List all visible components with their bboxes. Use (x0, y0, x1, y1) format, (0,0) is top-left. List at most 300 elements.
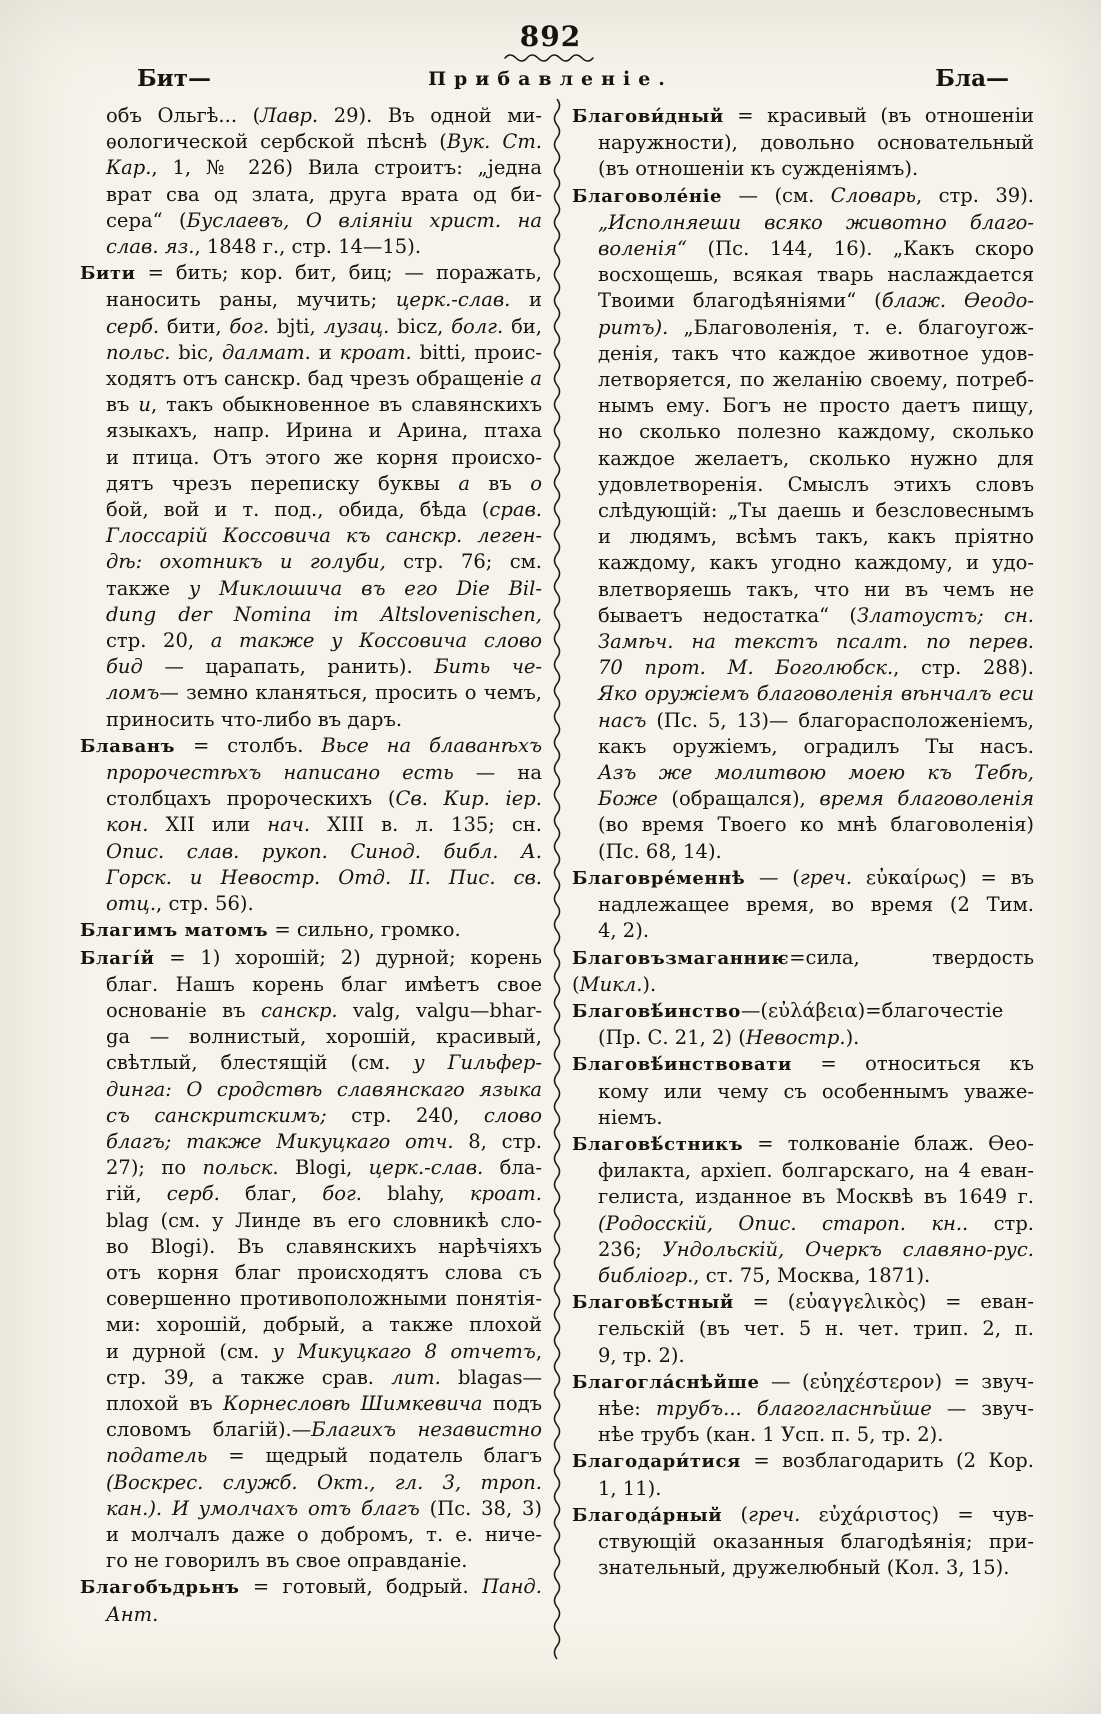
text-line (80, 1417, 542, 1443)
text-line (80, 1129, 542, 1155)
text-segment: = сильно, громко. (268, 918, 461, 942)
text-segment: = (εὐαγγελικὸς) = еван- (733, 1290, 1034, 1314)
text-segment: — звуч- (931, 1396, 1034, 1420)
text-line (80, 1208, 542, 1234)
text-segment: и дурной (см. (106, 1339, 273, 1363)
text-segment: и людямъ, всѣмъ такъ, какъ пріятно (598, 525, 1034, 549)
text-segment: ходятъ отъ санскр. бад чрезъ обращеніе (106, 367, 531, 391)
text-segment: Бить че- (434, 655, 542, 679)
headword: Благовѣ́стникъ (572, 1133, 744, 1155)
text-line (80, 1181, 542, 1207)
text-segment: лузац. (323, 314, 390, 338)
text-segment: — (εὐηχέστερον) = звуч- (759, 1369, 1034, 1393)
text-segment: Яко оружіемъ благоволенія вѣнчалъ еси (598, 682, 1034, 706)
text-segment: = толкованіе блаж. Ѳео- (743, 1131, 1034, 1155)
text-line (80, 445, 542, 471)
text-line (80, 155, 542, 181)
headword: Бити (80, 263, 136, 285)
headword: Благі́й (80, 947, 155, 969)
text-segment: 1, 11). (598, 1476, 662, 1500)
text-segment: санскр. (260, 998, 338, 1022)
text-segment: нѣе трубъ (кан. 1 Усп. п. 5, тр. 2). (598, 1423, 944, 1447)
text-segment: библіогр. (598, 1263, 694, 1287)
headword: Блаванъ (80, 735, 176, 757)
text-segment: серб. (166, 1182, 220, 1206)
text-segment: blagas— (440, 1365, 542, 1389)
text-segment: а также у Коссовича слово (210, 629, 542, 653)
page-number-underline (503, 53, 599, 63)
text-segment: летворяется, по желанію своему, потреб- (598, 368, 1034, 392)
text-segment: bic, (170, 340, 222, 364)
headword: Благовре́меннѣ (572, 867, 746, 889)
text-segment: совершенно противоположными понятія- (106, 1287, 542, 1311)
text-segment: 9, тр. 2). (598, 1343, 685, 1367)
text-segment: 4, 2). (598, 919, 650, 943)
running-head-left-guide: Бит— (137, 65, 211, 92)
text-segment: бог. (322, 1182, 362, 1206)
text-segment: у Миклошича въ его (188, 576, 438, 600)
text-segment: трубъ... благогласнѣйше (655, 1396, 932, 1420)
headword: Благода́рный (572, 1504, 723, 1526)
text-segment: слѣдующій: „Ты даешь и безсловеснымъ (598, 499, 1034, 523)
text-segment: пророчестѣхъ написано есть (106, 761, 454, 785)
text-line (572, 839, 1034, 865)
text-segment: церк.-слав. (368, 1156, 484, 1180)
text-segment: 70 прот. М. Боголюбск. (598, 656, 894, 680)
text-line (572, 812, 1034, 838)
text-line (80, 1522, 542, 1548)
text-segment: εὐκαίρως) = въ (852, 865, 1034, 889)
text-line (80, 418, 542, 444)
text-segment: насъ (598, 708, 647, 732)
text-segment: , стр. 288). (893, 656, 1034, 680)
running-head-center-title: Прибавленіе. (428, 68, 673, 90)
text-line (572, 1422, 1034, 1448)
column-divider-path (555, 99, 560, 1659)
text-segment: польс. (106, 340, 171, 364)
two-column-text-block (0, 103, 1101, 1628)
text-line (572, 288, 1034, 314)
text-segment: , 1848 г., стр. 14—15). (194, 235, 422, 259)
text-segment: , такъ обыкновенное въ славянскихъ (150, 393, 542, 417)
text-line (572, 210, 1034, 236)
text-segment: XIII в. л. 135; сн. (310, 813, 542, 837)
text-segment: , ст. 75, Москва, 1871). (693, 1263, 931, 1287)
right-column (572, 103, 1034, 1628)
text-segment: плохой въ (106, 1391, 223, 1415)
headword: Благовъзмаганниѥ (572, 947, 790, 969)
text-line (572, 918, 1034, 944)
page-number: 892 (519, 20, 582, 53)
text-segment: словомъ благій).— (106, 1418, 312, 1442)
headword: Благовѣ́инствовати (572, 1054, 792, 1076)
text-line (572, 1343, 1034, 1369)
text-line (80, 602, 542, 628)
text-segment: Златоустъ; сн. (857, 603, 1034, 627)
text-line (80, 1470, 542, 1496)
text-line (80, 1077, 542, 1103)
text-line (572, 1237, 1034, 1263)
headword: Благови́дный (572, 106, 724, 127)
text-segment: влетворяешь такъ, что ни въ чемъ не (598, 577, 1034, 601)
text-segment: а (530, 367, 542, 391)
text-segment: кан.). (106, 1496, 163, 1520)
text-line (572, 577, 1034, 603)
text-line (80, 549, 542, 575)
text-segment: благ. Нашъ корень благ имѣетъ свое (106, 972, 542, 996)
text-segment: Лавр. (260, 104, 319, 127)
text-segment: 29). Въ одной ми- (318, 104, 543, 127)
text-segment: стр. (968, 1211, 1034, 1235)
text-line (572, 446, 1034, 472)
text-segment: — на (453, 761, 542, 785)
text-line (80, 392, 542, 418)
entry-first-line (572, 1502, 1034, 1529)
text-line (572, 472, 1034, 498)
text-line (572, 708, 1034, 734)
text-segment: воленія“ (598, 237, 688, 261)
text-line (572, 1263, 1034, 1289)
text-line (80, 1391, 542, 1417)
text-segment: (Родосскій, Опис. староп. кн.. (598, 1211, 969, 1235)
text-segment: а (458, 471, 470, 495)
text-segment: столбцахъ пророческихъ ( (106, 787, 396, 811)
text-segment: съ санскритскимъ; (106, 1103, 327, 1127)
text-segment: (Пс. 144, 16). „Какъ скоро (687, 237, 1034, 261)
text-segment: ). (642, 972, 657, 996)
text-segment: Буслаевъ, О вліяніи христ. на (186, 208, 542, 232)
text-segment: Твоими благодѣяніями“ ( (598, 289, 882, 313)
text-segment: филакта, архіеп. болгарскаго, на 4 еван- (598, 1159, 1034, 1183)
text-segment: би, (503, 314, 543, 338)
text-segment: нач. (267, 813, 311, 837)
text-line (80, 1103, 542, 1129)
text-segment: Панд. (481, 1575, 542, 1599)
text-segment: = красивый (въ отношеніи (723, 104, 1034, 127)
text-segment: (во время Твоего ко мнѣ благоволенія) (598, 813, 1034, 837)
text-segment: но сколько полезно каждому, сколько (598, 420, 1034, 444)
text-segment: нымъ ему. Богъ не просто даетъ пищу, (598, 394, 1034, 418)
headword: Благовѣ́инство (572, 1000, 741, 1022)
text-line (80, 497, 542, 523)
text-segment: у Микуцкаго 8 отчетъ (272, 1339, 536, 1363)
text-line (80, 234, 542, 260)
text-line (572, 156, 1034, 182)
text-line (80, 1339, 542, 1365)
text-segment: Опис. слав. рукоп. Синод. библ. А. (106, 839, 542, 863)
text-line (80, 1312, 542, 1338)
entry-first-line (572, 1051, 1034, 1078)
text-segment: (въ отношеніи къ сужденіямъ). (598, 157, 919, 181)
text-line (572, 341, 1034, 367)
text-segment: врат сва од злата, друга врата од би- (106, 182, 542, 206)
text-segment: ). (845, 1026, 860, 1050)
text-segment: — земно кланяться, просить о чемъ, (159, 681, 542, 705)
text-segment (162, 1497, 172, 1520)
text-line (80, 865, 542, 891)
text-segment: наносить раны, мучить; (106, 288, 396, 312)
entry-first-line (80, 917, 542, 944)
text-segment: Азъ же молитвою моею къ Тебѣ, (598, 761, 1034, 785)
text-segment: кроат. (469, 1182, 542, 1206)
text-segment: и птица. Отъ этого же корня происхо- (106, 445, 542, 469)
text-segment: время благоволенія (819, 787, 1034, 811)
text-segment: далмат. (221, 340, 311, 364)
text-line (80, 1260, 542, 1286)
text-line (80, 1548, 542, 1574)
text-line (80, 314, 542, 340)
text-line (80, 129, 542, 155)
text-line (80, 628, 542, 654)
running-head (0, 65, 1101, 97)
text-segment: о (530, 471, 542, 495)
text-segment: ga — волнистый, хорошій, красивый, (106, 1025, 542, 1049)
text-segment: бываетъ недостатка“ ( (598, 603, 858, 627)
text-segment: динга: О сродствѣ славянскаго языка (106, 1077, 542, 1101)
text-segment: = 1) хорошій; 2) дурной; корень (154, 945, 542, 969)
text-segment: отъ корня благ происходятъ слова съ (106, 1260, 542, 1284)
text-segment: удовлетворенія. Смыслъ этихъ словъ (598, 472, 1034, 496)
text-segment: =сила, твердость ( (572, 945, 1034, 996)
text-segment: Ундольскій, Очеркъ славяно-рус. (662, 1237, 1034, 1261)
text-line (572, 1316, 1034, 1342)
entry-first-line (572, 945, 1034, 998)
text-segment: Благихъ независтно (311, 1418, 542, 1442)
entry-first-line (572, 183, 1034, 210)
text-segment: 27); по (106, 1156, 203, 1180)
text-segment: основаніе въ (106, 998, 261, 1022)
column-divider (551, 99, 563, 1665)
text-line (80, 812, 542, 838)
text-segment: (Пс. 5, 13)— благорасположеніемъ, (646, 708, 1034, 732)
text-line (572, 1105, 1034, 1131)
text-segment: бид (106, 655, 143, 679)
text-line (80, 680, 542, 706)
text-segment: Боже (598, 787, 658, 811)
text-segment: = готовый, бодрый. (239, 1575, 482, 1599)
text-line (572, 367, 1034, 393)
text-segment: — (см. (722, 183, 831, 207)
text-line (80, 1286, 542, 1312)
text-line (572, 603, 1034, 629)
text-segment: блаж. Ѳеодо- (881, 289, 1034, 313)
text-line (80, 839, 542, 865)
text-line (572, 629, 1034, 655)
text-segment: кому или чему съ особеннымъ уваже- (598, 1079, 1034, 1103)
text-segment: = столбъ. (175, 733, 322, 757)
text-line (572, 1529, 1034, 1555)
headword: Благобъдрьнъ (80, 1577, 240, 1599)
text-line (80, 576, 542, 602)
text-line (572, 236, 1034, 262)
text-segment: Die Bil- (456, 576, 542, 600)
text-line (80, 1024, 542, 1050)
text-segment: слово (483, 1103, 542, 1127)
text-line (80, 1365, 542, 1391)
text-segment: (обращался), (657, 787, 820, 811)
text-segment: наружности), довольно основательный (598, 131, 1034, 155)
text-segment: бой, вой и т. под., обида, бѣда ( (106, 498, 490, 522)
text-segment: dung der Nomina im Altslovenischen, (106, 602, 542, 626)
text-segment: податель (106, 1444, 208, 1468)
text-segment: серб. (106, 314, 160, 338)
text-segment: лит. (391, 1365, 441, 1389)
text-line (80, 1050, 542, 1076)
entry-first-line (572, 1131, 1034, 1158)
text-segment: бити, (159, 314, 230, 338)
text-line (572, 1555, 1034, 1581)
text-line (80, 1155, 542, 1181)
text-segment: надлежащее время, во время (2 Тим. (598, 893, 1034, 917)
entry-first-line (572, 865, 1034, 892)
text-segment: бла- (483, 1156, 542, 1180)
headword: Благогла́снѣйше (572, 1371, 760, 1393)
text-segment: ломъ (106, 681, 160, 705)
text-segment: = бить; кор. бит, биц; — поражать, (135, 261, 542, 285)
text-segment: Вьсе на блаванѣхъ (321, 733, 542, 757)
text-line (80, 786, 542, 812)
text-segment: = возблагодарить (2 Кор. (740, 1449, 1034, 1473)
text-segment: и (138, 393, 151, 417)
text-segment: Замѣч. на текстъ псалт. по перев. (598, 630, 1034, 654)
text-segment: слав. яз. (106, 235, 195, 259)
text-segment: у Гильфер- (413, 1051, 542, 1075)
text-segment: Глоссарій Коссовича къ санскр. леген- (106, 524, 542, 548)
text-segment: отц. (106, 892, 157, 916)
text-segment: ( (722, 1502, 749, 1526)
text-segment: —(εὐλάβεια)=благочестіе (740, 998, 1004, 1022)
text-line (80, 1496, 542, 1522)
headword: Благовѣ́стный (572, 1292, 734, 1314)
text-segment: (Пс. 38, 3) (419, 1496, 542, 1520)
text-segment: каждому, какъ угодно каждому, и удо- (598, 551, 1034, 575)
text-segment: стр. 20, (106, 629, 211, 653)
text-line (80, 891, 542, 917)
entry-first-line (572, 103, 1034, 130)
text-line (572, 681, 1034, 707)
text-segment: и (310, 340, 340, 364)
text-segment: кон. (106, 813, 149, 837)
text-segment: Корнесловѣ Шимкевича (222, 1391, 483, 1415)
text-segment: стр. 39, а также срав. (106, 1365, 392, 1389)
text-segment: Blogi, (278, 1156, 369, 1180)
text-segment: , стр. 39). (915, 183, 1034, 207)
text-segment: въ (106, 393, 139, 417)
text-line (572, 1476, 1034, 1502)
text-segment: Св. Кир. іер. (395, 787, 542, 811)
text-segment: болг. (451, 314, 504, 338)
text-line (572, 393, 1034, 419)
text-line (572, 1158, 1034, 1184)
text-segment: , стр. 56). (156, 892, 254, 916)
entry-first-line (80, 733, 542, 760)
entry-first-line (572, 998, 1034, 1025)
text-segment: ѳологической сербской пѣснѣ ( (106, 130, 447, 154)
text-segment: ритъ). (598, 315, 669, 339)
text-segment: языкахъ, напр. Ирина и Арина, птаха (106, 419, 542, 443)
text-line (572, 892, 1034, 918)
text-segment: 8, стр. (453, 1129, 542, 1153)
text-segment: (Пс. 68, 14). (598, 839, 722, 863)
text-line (572, 1184, 1034, 1210)
text-line (80, 1443, 542, 1469)
text-segment: греч. (748, 1502, 801, 1526)
text-line (80, 998, 542, 1024)
text-segment: церк.-слав. (395, 288, 511, 312)
text-segment: ми: хорошій, добрый, а также плохой (106, 1313, 542, 1337)
headword: Благимъ матомъ (80, 920, 269, 942)
text-segment: свѣтлый, блестящій (см. (106, 1051, 414, 1075)
text-segment: , (535, 1339, 543, 1363)
text-line (572, 1025, 1034, 1051)
text-segment: (Воскрес. служб. Окт., гл. 3, троп. (106, 1470, 542, 1494)
text-segment: срав. (489, 498, 542, 522)
text-segment: го не говорилъ въ свое оправданіе. (106, 1549, 468, 1573)
text-segment: εὐχάριστος) = чув- (800, 1502, 1034, 1526)
text-segment: И умолчахъ отъ благъ (171, 1496, 420, 1520)
text-segment: bitti, проис- (411, 340, 542, 364)
entry-first-line (572, 1369, 1034, 1396)
text-segment: стр. 240, (326, 1103, 484, 1127)
text-segment: въ (469, 471, 531, 495)
text-segment: подъ (482, 1391, 543, 1415)
entry-first-line (80, 1574, 542, 1601)
text-line (80, 654, 542, 680)
text-segment: греч. (799, 865, 853, 889)
entry-first-line (80, 260, 542, 287)
headword: Благодари́тися (572, 1451, 741, 1473)
text-line (572, 734, 1034, 760)
text-line (572, 262, 1034, 288)
text-line (80, 1234, 542, 1260)
text-line (572, 655, 1034, 681)
text-segment: Вук. Ст. (446, 130, 543, 154)
text-segment: — ( (745, 865, 800, 889)
text-segment: нѣе: (598, 1396, 656, 1420)
text-segment: гельскій (въ чет. 5 н. чет. трип. 2, п. (598, 1317, 1034, 1341)
text-segment: Кар. (106, 156, 152, 180)
text-line (572, 315, 1034, 341)
text-segment: Ант. (106, 1602, 159, 1626)
text-segment: денія, такъ что каждое животное удов- (598, 341, 1034, 365)
text-line (80, 340, 542, 366)
text-segment: Микл. (579, 972, 643, 996)
text-line (80, 366, 542, 392)
text-line (80, 103, 542, 129)
text-segment: 236; (598, 1237, 663, 1261)
text-segment: сера“ ( (106, 208, 187, 232)
text-line (80, 523, 542, 549)
text-line (572, 1079, 1034, 1105)
text-segment: = щедрый податель благъ (207, 1444, 542, 1468)
text-segment: благ, (219, 1182, 323, 1206)
text-segment: Словарь (830, 183, 916, 207)
text-line (572, 130, 1034, 156)
text-segment: и молчалъ даже о добромъ, т. е. ниче- (106, 1522, 542, 1546)
text-segment: благъ; также Микуцкаго отч. (106, 1129, 454, 1153)
text-segment: blahy, (362, 1182, 470, 1206)
text-segment: , 1, № 226) Вила строитъ: „једна (151, 156, 542, 180)
text-line (572, 419, 1034, 445)
text-segment: — царапать, ранить). (142, 655, 435, 679)
text-segment: = относиться къ (791, 1052, 1034, 1076)
text-line (80, 208, 542, 234)
text-segment (437, 577, 456, 600)
text-segment: дѣ: охотникъ и голуби, (106, 550, 386, 574)
text-segment: Горск. и Невостр. Отд. II. Пис. св. (106, 865, 542, 889)
text-line (80, 760, 542, 786)
text-segment: приносить что-либо въ даръ. (106, 707, 403, 731)
